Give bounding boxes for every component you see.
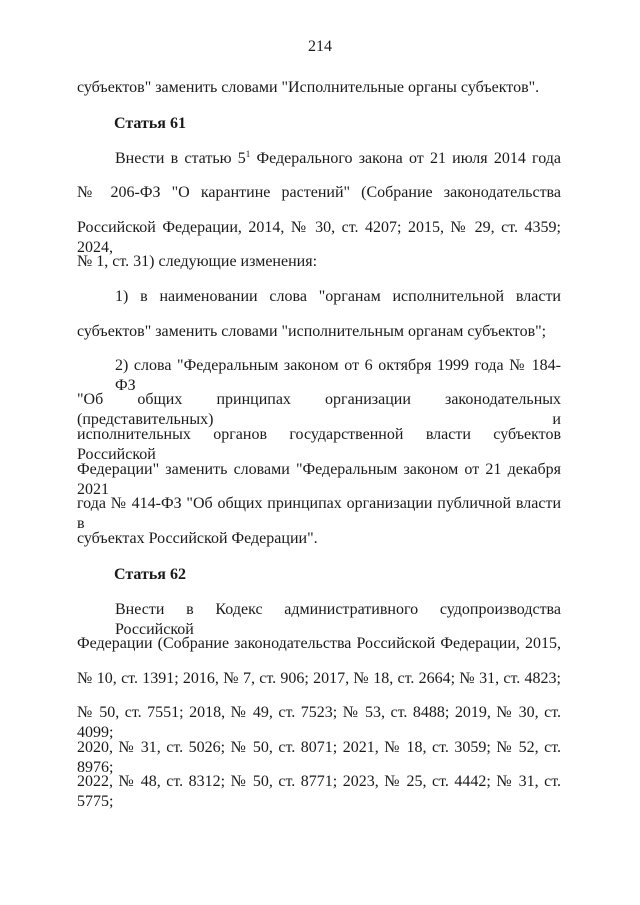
article-61-p1-rest: Федерального закона от 21 июля 2014 года xyxy=(250,150,561,167)
article-61-heading: Статья 61 xyxy=(114,115,186,132)
article-61-item2-line1: 2) слова "Федеральным законом от 6 октября 1999 года № 184-ФЗ xyxy=(115,357,561,394)
article-61-p1-line3: Российской Федерации, 2014, № 30, ст. 4207; 2015, № 29, ст. 4359; 2024, xyxy=(77,219,561,256)
article-61-item2-line2: "Об общих принципах организации законодательных (представительных) и xyxy=(77,391,561,428)
article-61-item2-line4: Федерации" заменить словами "Федеральным законом от 21 декабря 2021 xyxy=(77,461,561,498)
article-62-heading: Статья 62 xyxy=(114,566,186,583)
article-61-p1-line1 xyxy=(115,149,561,169)
article-62-p1-line2: Федерации (Собрание законодательства Российской Федерации, 2015, xyxy=(77,635,561,652)
page-number: 214 xyxy=(308,38,332,55)
article-62-p1-line4: № 50, ст. 7551; 2018, № 49, ст. 7523; № 53, ст. 8488; 2019, № 30, ст. 4099; xyxy=(77,704,561,741)
text-line-intro: субъектов" заменить словами "Исполнительные органы субъектов". xyxy=(77,79,540,96)
article-62-p1-line6: 2022, № 48, ст. 8312; № 50, ст. 8771; 2023, № 25, ст. 4442; № 31, ст. 5775; xyxy=(77,773,561,810)
article-61-p1-line4: № 1, ст. 31) следующие изменения: xyxy=(77,253,318,270)
article-62-p1-line5: 2020, № 31, ст. 5026; № 50, ст. 8071; 2021, № 18, ст. 3059; № 52, ст. 8976; xyxy=(77,739,561,776)
article-61-p1-line2: № 206-ФЗ "О карантине растений" (Собрание законодательства xyxy=(77,184,561,201)
superscript-index: 1 xyxy=(245,149,251,159)
article-61-item1-line2: субъектов" заменить словами "исполнительным органам субъектов"; xyxy=(77,323,547,340)
article-61-item2-line5: года № 414-ФЗ "Об общих принципах организации публичной власти в xyxy=(77,495,561,532)
article-62-p1-line1: Внести в Кодекс административного судопроизводства Российской xyxy=(115,601,561,638)
article-61-item1-line1: 1) в наименовании слова "органам исполнительной власти xyxy=(115,288,561,305)
article-61-item2-line3: исполнительных органов государственной власти субъектов Российской xyxy=(77,426,561,463)
article-62-p1-line3: № 10, ст. 1391; 2016, № 7, ст. 906; 2017, № 18, ст. 2664; № 31, ст. 4823; xyxy=(77,670,561,687)
article-61-item2-line6: субъектах Российской Федерации". xyxy=(77,530,318,547)
article-61-p1-start: Внести в статью 5 xyxy=(115,150,246,167)
